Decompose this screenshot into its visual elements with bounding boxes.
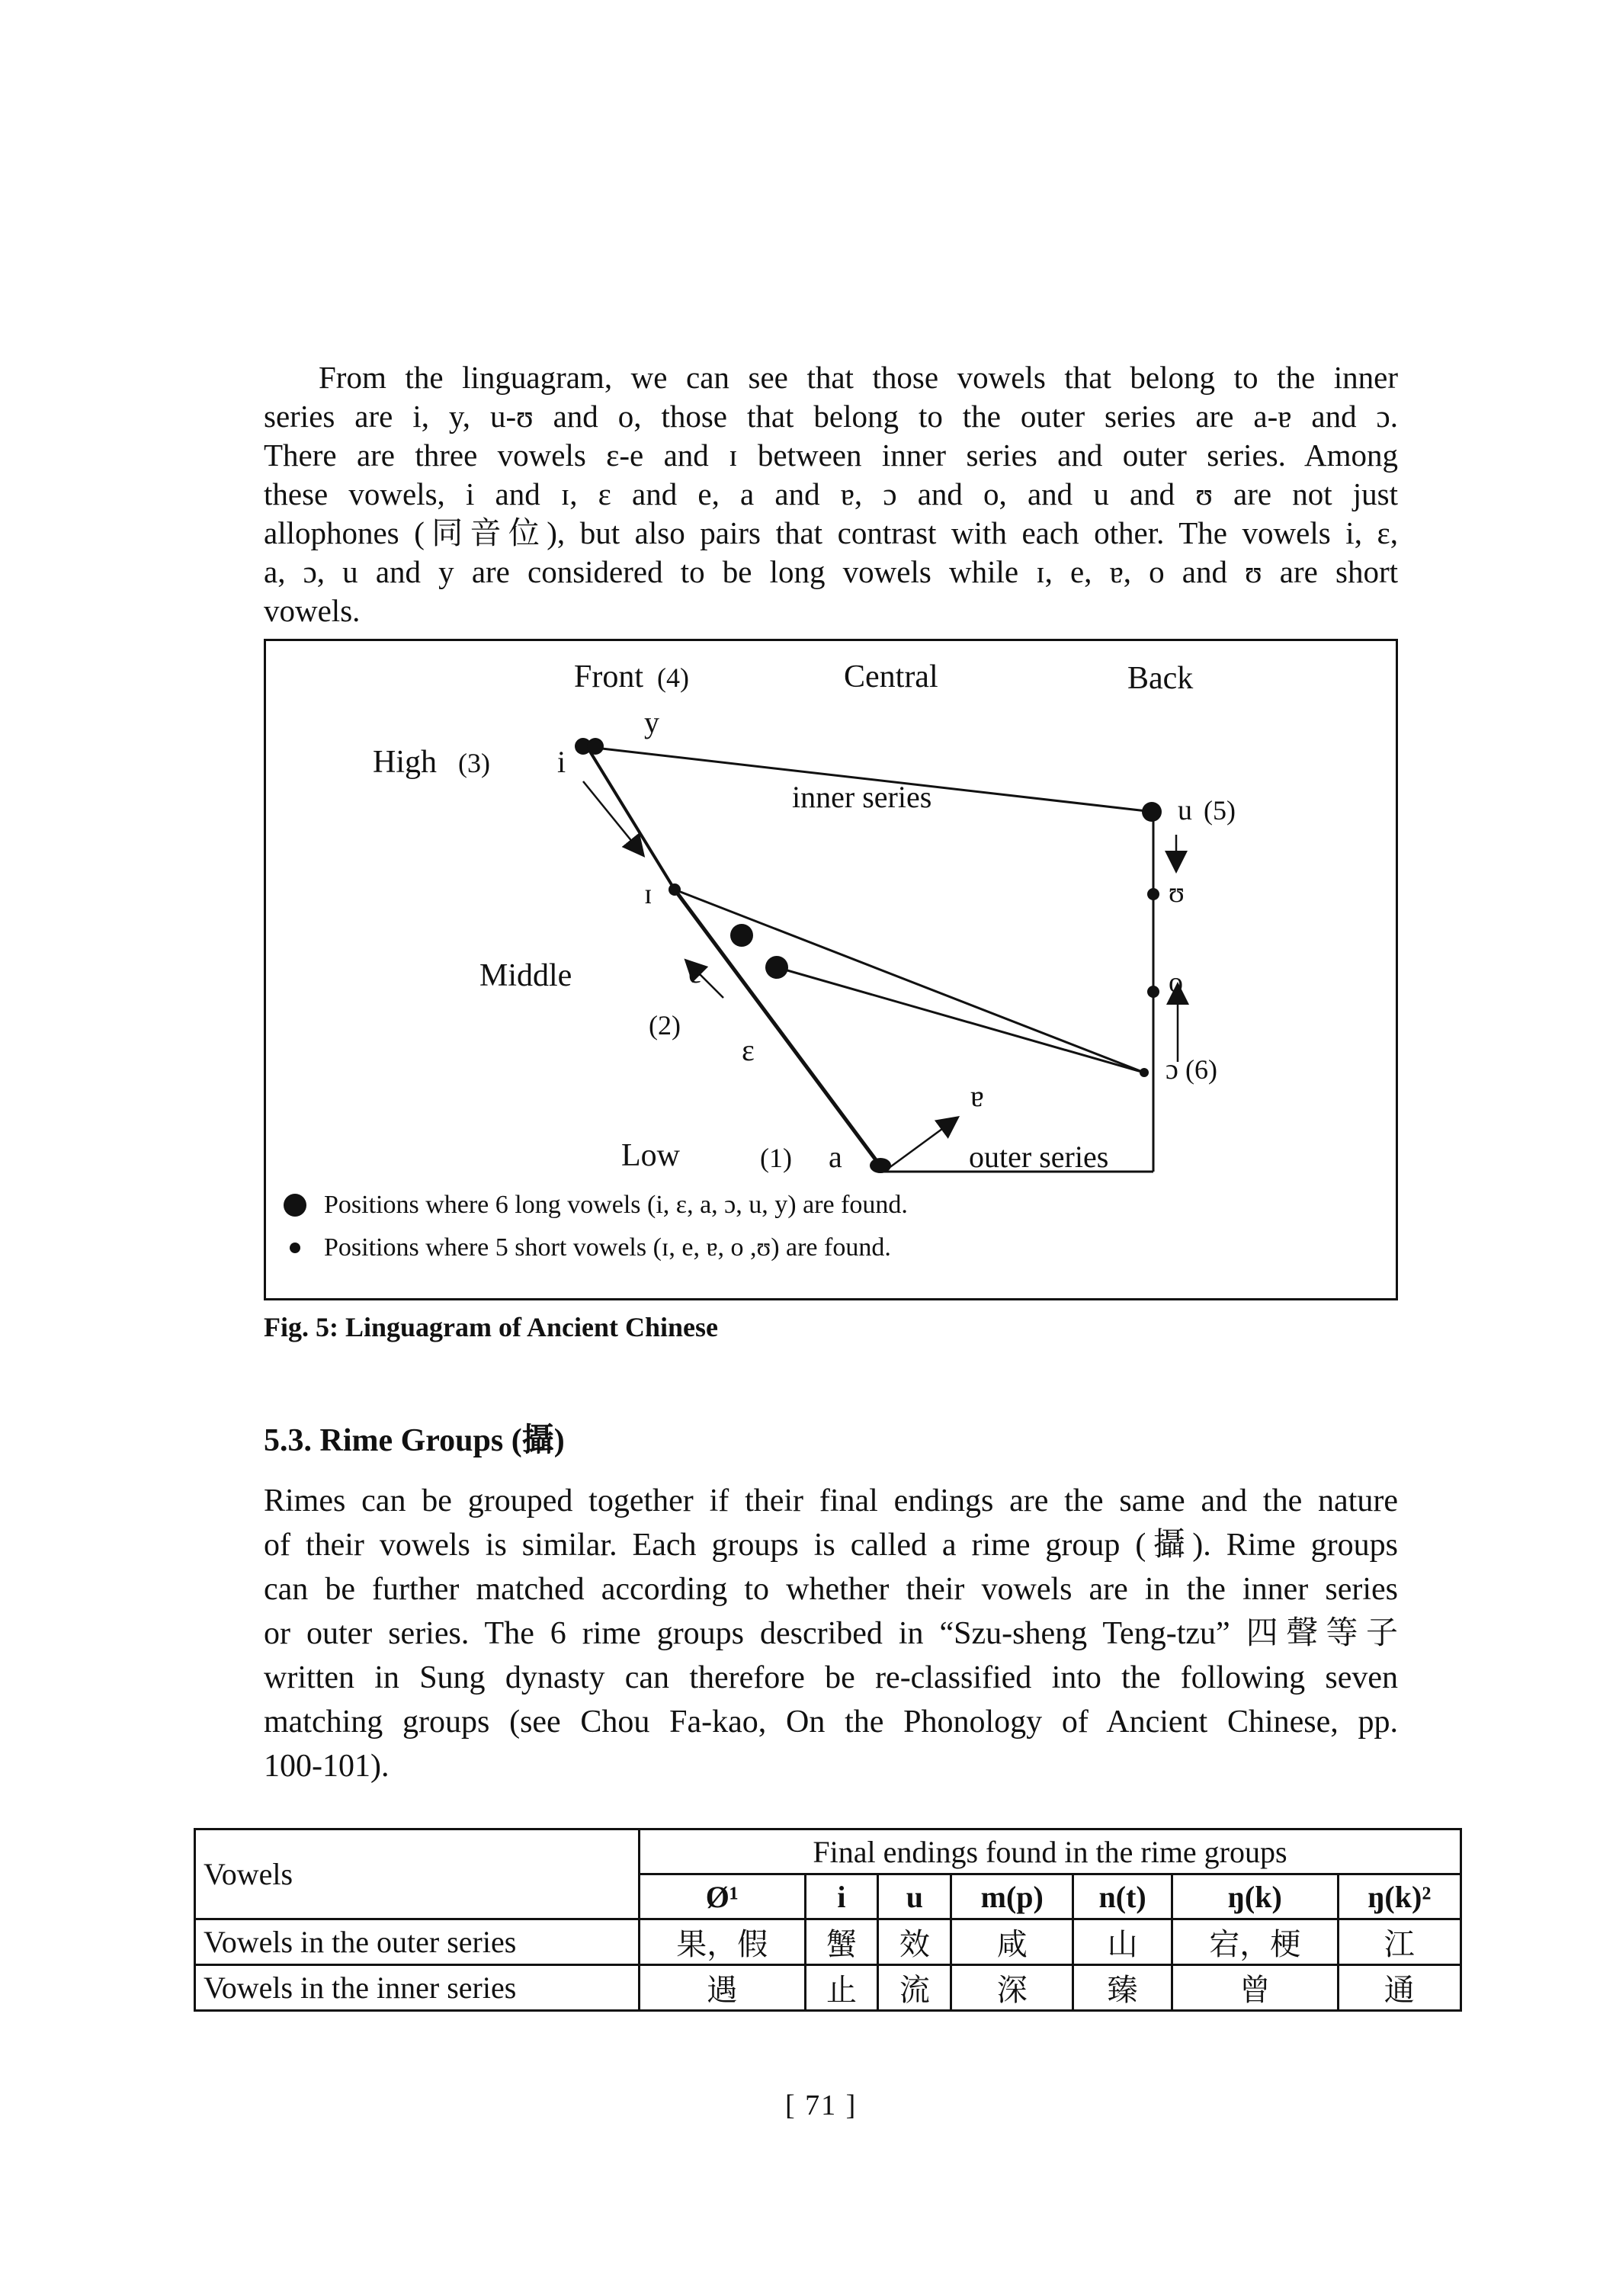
rime-line: of their vowels is similar. Each groups is called a rime group (攝). Rime groups — [264, 1528, 1398, 1563]
table-cell: 效 — [878, 1919, 951, 1965]
table-header-row — [195, 1829, 1461, 1874]
ending-cell: i — [805, 1874, 878, 1919]
long-vowel-dot-e — [730, 924, 753, 947]
intro-line: vowels. — [264, 593, 361, 628]
intro-line: series are i, y, u-ʊ and o, those that belong to the outer series are a-ɐ and ɔ. — [264, 399, 1398, 434]
linguagram-figure — [264, 639, 1398, 1300]
page-number: [ 71 ] — [785, 2089, 858, 2121]
front-slope-line — [588, 748, 675, 890]
section-heading: 5.3. Rime Groups (攝) — [264, 1423, 565, 1458]
central-label: Central — [844, 659, 938, 694]
long-vowel-dot-epsilon — [765, 956, 788, 979]
rime-line: or outer series. The 6 rime groups described in “Szu-sheng Teng-tzu” 四聲等子 — [264, 1616, 1398, 1651]
ending-cell: ŋ(k)² — [1338, 1874, 1461, 1919]
low-label: Low — [621, 1138, 680, 1173]
intro-line: There are three vowels ɛ-e and ɪ between inner series and outer series. Among — [264, 438, 1398, 473]
i-to-small-i-arrow — [583, 781, 643, 855]
short-vowel-dot-upsilon — [1147, 888, 1159, 900]
table-row — [195, 1919, 1461, 1965]
high-label: High — [373, 745, 437, 780]
legend-short-dot — [290, 1243, 300, 1253]
ending-cell: ŋ(k) — [1172, 1874, 1338, 1919]
middle-label: Middle — [479, 958, 572, 993]
table-cell: 流 — [878, 1965, 951, 2011]
intro-line: From the linguagram, we can see that those vowels that belong to the inner — [319, 360, 1398, 395]
ending-cell: m(p) — [951, 1874, 1073, 1919]
table-cell: 深 — [951, 1965, 1073, 2011]
middle-number: (2) — [649, 1010, 681, 1041]
table-cell: 果，假 — [640, 1919, 806, 1965]
short-vowel-dot-small-i — [669, 883, 681, 896]
table-cell: 止 — [805, 1965, 878, 2011]
a-to-turned-a-arrow — [888, 1118, 957, 1169]
figure-caption: Fig. 5: Linguagram of Ancient Chinese — [264, 1312, 719, 1342]
table-cell: 臻 — [1073, 1965, 1172, 2011]
linguagram-diagram — [266, 641, 1396, 1298]
intro-line: these vowels, i and ɪ, ɛ and e, a and ɐ, ɔ and o, and u and ʊ are not just — [264, 476, 1398, 511]
short-vowel-dot-open-o — [1140, 1068, 1149, 1077]
table-cell: 宕，梗 — [1172, 1919, 1338, 1965]
vowel-a-label: a — [829, 1140, 842, 1174]
table-cell: 遇 — [640, 1965, 806, 2011]
vowel-i-label: i — [557, 745, 566, 779]
legend-long-dot — [284, 1194, 306, 1217]
long-vowel-dot-a — [870, 1158, 891, 1173]
ending-cell: u — [878, 1874, 951, 1919]
ending-cell: n(t) — [1073, 1874, 1172, 1919]
epsilon-line — [777, 967, 1144, 1073]
rime-line: matching groups (see Chou Fa-kao, On the Phonology of Ancient Chinese, pp. — [264, 1704, 1398, 1740]
front-slope-line-lower — [675, 890, 879, 1164]
vowel-epsilon-label: ɛ — [742, 1033, 755, 1067]
vowel-u-label: u — [1178, 794, 1192, 826]
vowels-header: Vowels — [195, 1829, 640, 1919]
table-cell: 蟹 — [805, 1919, 878, 1965]
table-cell: 曾 — [1172, 1965, 1338, 2011]
vowel-turned-a-label: ɐ — [970, 1079, 984, 1113]
vowel-open-o-label: ɔ — [1166, 1053, 1178, 1085]
ending-cell: Ø¹ — [640, 1874, 806, 1919]
vowel-u-number: (5) — [1204, 795, 1236, 826]
rime-line: can be further matched according to whether their vowels are in the inner series — [264, 1572, 1398, 1607]
rime-group-table — [194, 1828, 1462, 2012]
vowel-open-o-number: (6) — [1185, 1054, 1217, 1085]
rime-line: 100-101). — [264, 1749, 390, 1784]
low-number: (1) — [760, 1143, 792, 1173]
back-label: Back — [1127, 661, 1194, 696]
endings-header: Final endings found in the rime groups — [640, 1829, 1461, 1874]
vowel-e-label: e — [688, 955, 702, 989]
intro-paragraph — [264, 358, 1398, 630]
vowel-o-label: o — [1169, 967, 1183, 999]
vowel-y-label: y — [644, 705, 659, 739]
table-row — [195, 1965, 1461, 2011]
long-vowel-dot-y — [587, 738, 604, 755]
rime-line: written in Sung dynasty can therefore be re-classified into the following seven — [264, 1660, 1398, 1695]
vowel-upsilon-label: ʊ — [1169, 877, 1185, 909]
front-label: Front — [574, 659, 644, 694]
inner-series-label: inner series — [792, 780, 932, 814]
table-cell: 江 — [1338, 1919, 1461, 1965]
rime-paragraph — [264, 1479, 1398, 1788]
row-label: Vowels in the inner series — [195, 1965, 640, 2011]
rime-line: Rimes can be grouped together if their final endings are the same and the nature — [264, 1483, 1398, 1518]
intro-line: a, ɔ, u and y are considered to be long vowels while ɪ, e, ɐ, o and ʊ are short — [264, 554, 1398, 589]
legend-long-text: Positions where 6 long vowels (i, ɛ, a, ɔ, u, y) are found. — [324, 1191, 908, 1219]
table-cell: 山 — [1073, 1919, 1172, 1965]
table-cell: 通 — [1338, 1965, 1461, 2011]
long-vowel-dot-u — [1142, 802, 1162, 822]
front-number: (4) — [657, 662, 689, 693]
legend-short-text: Positions where 5 short vowels (ɪ, e, ɐ, o ,ʊ) are found. — [324, 1233, 891, 1262]
intro-line: allophones (同音位), but also pairs that contrast with each other. The vowels i, ɛ, — [264, 515, 1398, 550]
high-number: (3) — [458, 748, 490, 778]
row-label: Vowels in the outer series — [195, 1919, 640, 1965]
outer-series-label: outer series — [969, 1140, 1109, 1174]
table-cell: 咸 — [951, 1919, 1073, 1965]
short-vowel-dot-o — [1147, 986, 1159, 998]
vowel-small-i-label: ɪ — [644, 878, 652, 910]
